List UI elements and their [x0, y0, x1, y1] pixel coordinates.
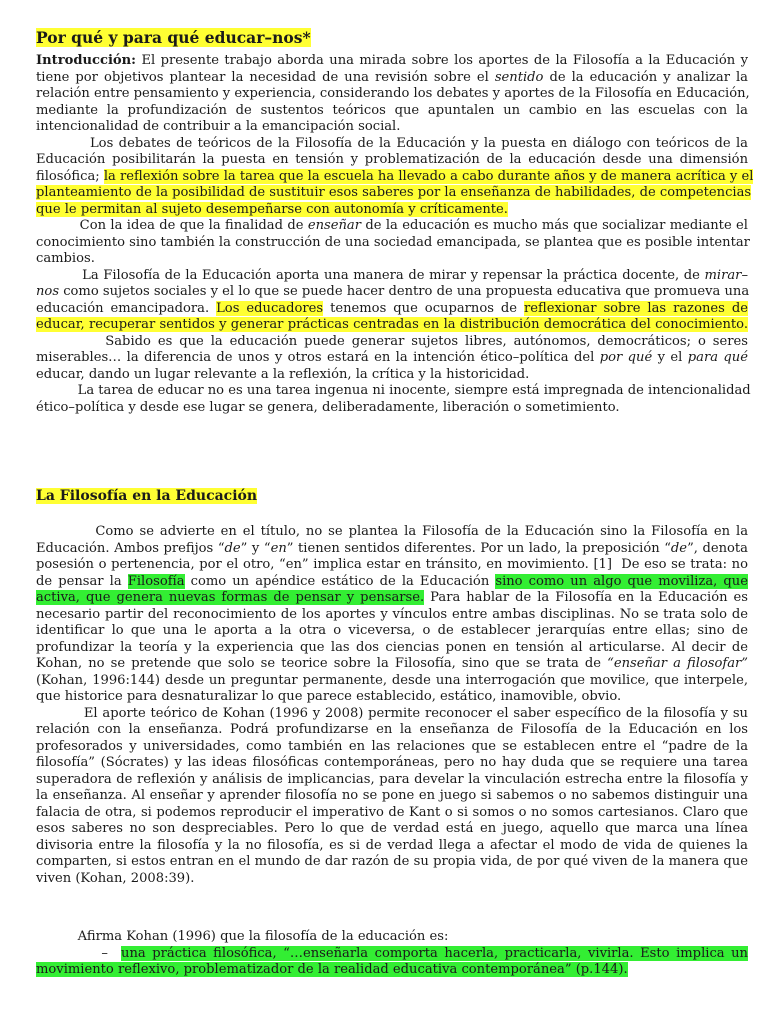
- text-line: [36, 70, 748, 86]
- highlighted-text: que le permitan al sujeto desempeñarse con autonomía y críticamente.: [36, 202, 508, 217]
- text-segment: posesión o pertenencia, por el otro, “en” implica estar en tránsito, en movimiento. [1] De eso se trata: no: [36, 557, 748, 572]
- text-line: [36, 53, 748, 69]
- text-segment: de la educación y analizar la: [543, 70, 748, 85]
- highlighted-text: Filosofía: [127, 574, 185, 589]
- text-line: [36, 946, 748, 962]
- text-segment: Afirma Kohan (1996) que la filosofía de la educación es:: [36, 929, 449, 944]
- text-line: [36, 640, 748, 656]
- text-segment: cambios.: [36, 251, 95, 266]
- text-line: [36, 317, 748, 333]
- text-segment: Sabido es que la educación puede generar sujetos libres, autónomos, democráticos; o seres: [36, 334, 748, 349]
- text-line: [36, 821, 748, 837]
- text-segment: viven (Kohan, 2008:39).: [36, 871, 195, 886]
- bold-label: Introducción:: [36, 53, 137, 68]
- text-segment: (Kohan, 1996:144) desde un preguntar permanente, desde una interrogación que movilice, que interpele,: [36, 673, 748, 688]
- text-line: [36, 755, 748, 771]
- text-segment: miserables… la diferencia de unos y otros estará en la intención ético–política del: [36, 350, 600, 365]
- highlighted-text: Por qué y para qué educar–nos*: [36, 28, 311, 47]
- text-segment: y el: [652, 350, 688, 365]
- text-segment: ético–política y desde ese lugar se genera, deliberadamente, liberación o sometimiento.: [36, 400, 620, 415]
- text-segment: Con la idea de que la finalidad de: [36, 218, 308, 233]
- text-line: [36, 185, 752, 201]
- text-line: [36, 854, 748, 870]
- text-segment: relación entre pensamiento y experiencia, considerando los debates y aportes de la Filosofía en Educación,: [36, 86, 750, 101]
- text-line: [36, 623, 748, 639]
- text-line: [36, 929, 748, 945]
- text-segment: de la educación es mucho más que socializar mediante el: [360, 218, 748, 233]
- italic-text: enseñar: [307, 218, 361, 233]
- highlighted-text: la reflexión sobre la tarea que la escuela ha llevado a cabo durante años y de manera acrítica y el: [103, 169, 754, 184]
- highlighted-text: sino como un algo que moviliza, que: [495, 574, 748, 589]
- text-line: [36, 805, 748, 821]
- text-line: [36, 119, 748, 135]
- text-segment: que historice para desnaturalizar lo que parece establecido, estático, inamovible, obvio.: [36, 689, 622, 704]
- text-segment: superadora de reflexión y análisis de implicancias, para develar la vinculación estrecha entre la filosofía y: [36, 772, 748, 787]
- text-line: [36, 218, 748, 234]
- text-segment: relación con la enseñanza. Podrá profundizarse en la enseñanza de Filosofía de la Educación en los: [36, 722, 748, 737]
- italic-text: nos: [36, 284, 60, 299]
- text-line: [36, 86, 748, 102]
- text-line: [36, 656, 748, 672]
- text-segment: El presente trabajo aborda una mirada sobre los aportes de la Filosofía a la Educación y: [136, 53, 748, 68]
- text-line: [36, 284, 748, 300]
- text-segment: Kohan, no se pretende que solo se teorice sobre la Filosofía, sino que se trata de: [36, 656, 608, 671]
- text-segment: ” tienen sentidos diferentes. Por un lado, la preposición “: [286, 541, 671, 556]
- highlighted-text: educar, recuperar sentidos y generar prácticas centradas en la distribución democrática del conocimiento.: [36, 317, 748, 332]
- text-line: [36, 152, 748, 168]
- italic-text: de: [224, 541, 241, 556]
- text-segment: identificar lo que una le aporta a la otra o viceversa, o de establecer jerarquías entre ellas; sino de: [36, 623, 748, 638]
- italic-text: de: [670, 541, 688, 556]
- text-line: [36, 541, 748, 557]
- text-segment: falacia de otra, si podemos reproducir el imperativo de Kant o si somos o no somos cartesianos. Claro que: [36, 805, 748, 820]
- italic-text: “enseñar a filosofar”: [607, 656, 748, 671]
- text-segment: La tarea de educar no es una tarea ingenua ni inocente, siempre está impregnada de intencionalidad: [36, 383, 751, 398]
- text-line: [36, 367, 748, 383]
- text-segment: –: [36, 946, 122, 961]
- text-line: [36, 772, 748, 788]
- highlighted-text: La Filosofía en la Educación: [36, 488, 258, 504]
- text-line: [36, 607, 748, 623]
- text-line: [36, 788, 748, 804]
- text-segment: comparten, si estos entran en el mundo de dar razón de su propia vida, de por qué viven de la manera que: [36, 854, 748, 869]
- text-segment: filosofía” (Sócrates) y las ideas filosóficas contemporáneas, pero no hay duda que se requiere una tarea: [36, 755, 748, 770]
- text-segment: Como se advierte en el título, no se plantea la Filosofía de la Educación sino la Filosofía en la: [36, 524, 748, 539]
- text-line: [36, 334, 748, 350]
- text-line: [36, 235, 748, 251]
- italic-text: por qué: [599, 350, 653, 365]
- text-segment: la enseñanza. Al enseñar y aprender filosofía no se pone en juego si sabemos o no sabemos distinguir una: [36, 788, 748, 803]
- text-segment: profesorados y universidades, como también en las relaciones que se establecen entre el “padre de la: [36, 739, 748, 754]
- text-segment: filosófica;: [36, 169, 104, 184]
- text-segment: La Filosofía de la Educación aporta una manera de mirar y repensar la práctica docente, de: [36, 268, 705, 283]
- text-line: [36, 838, 748, 854]
- text-segment: El aporte teórico de Kohan (1996 y 2008) permite reconocer el saber específico de la filosofía y su: [36, 706, 748, 721]
- text-line: [36, 574, 748, 590]
- highlighted-text: Los educadores: [216, 301, 324, 316]
- text-line: [36, 103, 748, 119]
- text-line: [36, 722, 748, 738]
- highlighted-text: planteamiento de la posibilidad de sustituir esos saberes por la enseñanza de habilidades, de competencias: [36, 185, 752, 200]
- italic-text: en: [270, 541, 287, 556]
- text-segment: ” y “: [240, 541, 271, 556]
- text-line: [36, 202, 748, 218]
- text-line: [36, 251, 748, 267]
- text-segment: como sujetos sociales y el lo que se puede hacer dentro de una propuesta educativa que promueva una: [59, 284, 750, 299]
- text-line: [36, 557, 748, 573]
- text-segment: intencionalidad de contribuir a la emancipación social.: [36, 119, 401, 134]
- text-line: [36, 962, 748, 978]
- text-line: [36, 400, 748, 416]
- text-segment: profundizar la teoría y la experiencia que las dos ciencias ponen en tensión al articularse. Al decir de: [36, 640, 748, 655]
- text-segment: mediante la profundización de sustentos teóricos que apuntalen un cambio en las escuelas con la: [36, 103, 748, 118]
- text-line: [36, 871, 748, 887]
- text-line: [36, 590, 748, 606]
- text-line: [36, 268, 748, 284]
- highlighted-text: una práctica filosófica, “…enseñarla comporta hacerla, practicarla, vivirla. Esto implica un: [121, 946, 748, 961]
- text-segment: ”, denota: [687, 541, 748, 556]
- text-segment: conocimiento sino también la construcción de una sociedad emancipada, se plantea que es posible intentar: [36, 235, 750, 250]
- text-line: [36, 706, 748, 722]
- text-line: [36, 689, 748, 705]
- document-title: [36, 30, 748, 46]
- text-segment: Los debates de teóricos de la Filosofía de la Educación y la puesta en diálogo con teóricos de la: [36, 136, 748, 151]
- text-segment: Para hablar de la Filosofía en la Educación es: [424, 590, 748, 605]
- text-segment: de pensar la: [36, 574, 128, 589]
- text-segment: Educación posibilitarán la puesta en tensión y problematización de la educación desde una dimensión: [36, 152, 748, 167]
- italic-text: para qué: [687, 350, 748, 365]
- text-line: [36, 673, 748, 689]
- text-segment: como un apéndice estático de la Educación: [184, 574, 496, 589]
- highlighted-text: activa, que genera nuevas formas de pensar y pensarse.: [36, 590, 425, 605]
- text-segment: Educación. Ambos prefijos “: [36, 541, 225, 556]
- text-segment: tiene por objetivos plantear la necesidad de una revisión sobre el: [36, 70, 495, 85]
- text-line: [36, 383, 751, 399]
- text-segment: necesario partir del reconocimiento de los aportes y vínculos entre ambas disciplinas. No se trata solo de: [36, 607, 748, 622]
- text-line: [36, 524, 748, 540]
- text-segment: divisoria entre la filosofía y la no filosofía, es si de verdad llega a afectar el modo de vida de quienes la: [36, 838, 748, 853]
- section-heading: [36, 488, 748, 504]
- text-line: [36, 169, 754, 185]
- text-line: [36, 301, 748, 317]
- text-line: [36, 739, 748, 755]
- highlighted-text: movimiento reflexivo, problematizador de la realidad educativa contemporánea” (p.144).: [36, 962, 628, 977]
- italic-text: sentido: [494, 70, 544, 85]
- text-segment: educar, dando un lugar relevante a la reflexión, la crítica y la historicidad.: [36, 367, 530, 382]
- italic-text: mirar–: [704, 268, 748, 283]
- text-segment: educación emancipadora.: [36, 301, 217, 316]
- highlighted-text: reflexionar sobre las razones de: [524, 301, 748, 316]
- text-segment: tenemos que ocuparnos de: [323, 301, 525, 316]
- text-segment: esos saberes no son despreciables. Pero lo que de verdad está en juego, aquello que marca una línea: [36, 821, 748, 836]
- text-line: [36, 350, 748, 366]
- text-line: [36, 136, 748, 152]
